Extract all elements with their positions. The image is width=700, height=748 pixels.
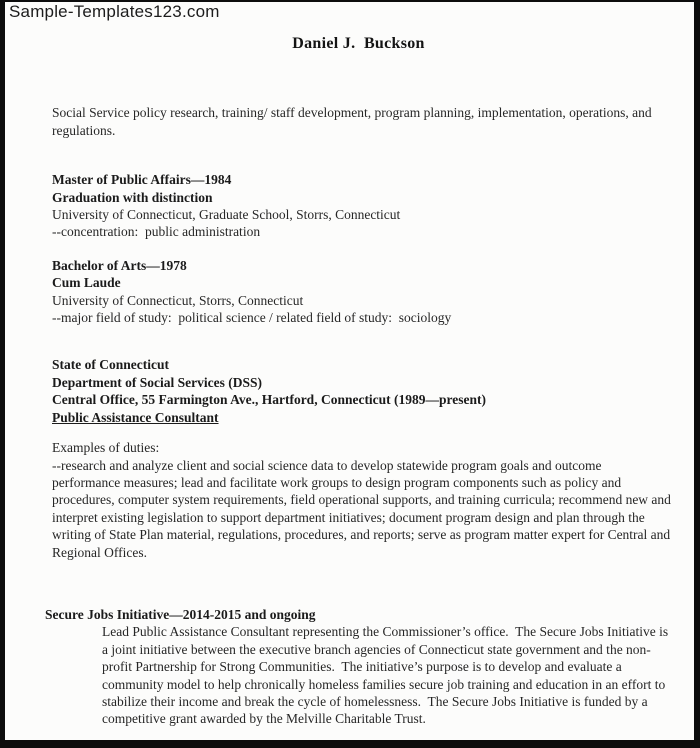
degree-detail: --concentration: public administration [52,224,261,240]
project-section [45,606,672,728]
degree-institution: University of Connecticut, Storrs, Connecticut [52,292,304,308]
job-title: Public Assistance Consultant [52,409,219,425]
project-description: Lead Public Assistance Consultant representing the Commissioner’s office. The Secure Jobs Initiative is a joint initiative between the executive branch agencies of Connecticut state government and the non-profit Partnership for Strong Communities. The initiative’s purpose is to develop and evaluate a community model to help chronically homeless families secure job training and education in an effort to stabilize their income and break the cycle of homelessness. The Secure Jobs Initiative is funded by a competitive grant awarded by the Melville Charitable Trust. [102,624,672,727]
project-title: Secure Jobs Initiative—2014-2015 and ongoing [45,606,316,622]
office-location: Central Office, 55 Farmington Ave., Hartford, Connecticut (1989—present) [52,392,487,408]
degree-title: Bachelor of Arts—1978 [52,257,187,273]
degree-institution: University of Connecticut, Graduate School, Storrs, Connecticut [52,207,401,223]
degree-honors: Cum Laude [52,275,121,291]
watermark-text: Sample-Templates123.com [9,2,220,21]
summary-text: Social Service policy research, training/ staff development, program planning, implementation, operations, and regulations. [52,105,655,138]
degree-honors: Graduation with distinction [52,189,213,205]
duties-text: --research and analyze client and social science data to develop statewide program goals and outcome performance measures; lead and facilitate work groups to design program components such as policy and procedures, computer system requirements, field operational supports, and training curricula; recommend new and interpret existing legislation to support department initiatives; document program design and plan through the writing of State Plan material, regulations, procedures, and reports; serve as program matter expert for Central and Regional Offices. [52,457,677,560]
employment-header [52,356,672,426]
department-name: Department of Social Services (DSS) [52,374,262,390]
duties-label: Examples of duties: [52,440,160,456]
education-entry-bachelors [52,257,672,327]
duties-section [52,439,677,561]
education-entry-masters [52,171,672,241]
degree-title: Master of Public Affairs—1984 [52,172,232,188]
candidate-name: Daniel J. Buckson [292,35,425,52]
degree-detail: --major field of study: political science / related field of study: sociology [52,310,452,326]
employer-name: State of Connecticut [52,357,169,373]
